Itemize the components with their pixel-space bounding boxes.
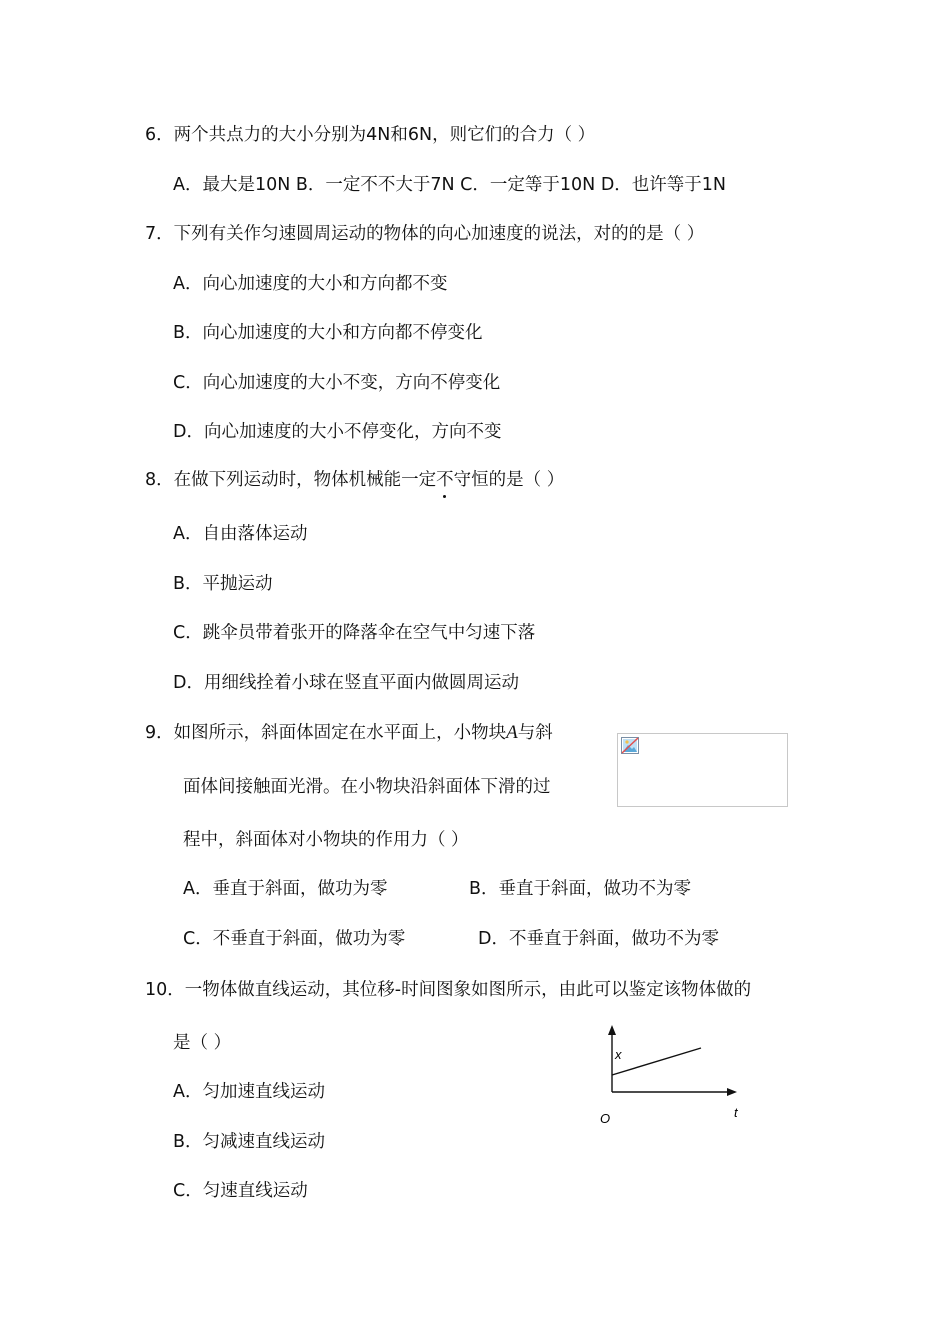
q9-stem-line-2: 面体间接触面光滑。在小物块沿斜面体下滑的过 xyxy=(183,777,551,797)
q8-option-c: C．跳伞员带着张开的降落伞在空气中匀速下落 xyxy=(173,623,536,643)
q10-option-a: A．匀加速直线运动 xyxy=(173,1082,325,1102)
broken-image-icon xyxy=(621,737,639,754)
q8-option-a: A．自由落体运动 xyxy=(173,524,308,544)
q9-option-a: A．垂直于斜面，做功为零 xyxy=(183,879,388,899)
q7-stem: 7．下列有关作匀速圆周运动的物体的向心加速度的说法，对的的是（ ） xyxy=(145,224,705,244)
q8-stem xyxy=(145,468,564,492)
q9-stem-text: 9．如图所示，斜面体固定在水平面上，小物块 xyxy=(145,723,507,743)
incline-figure-placeholder xyxy=(617,733,788,807)
origin-label: O xyxy=(600,1111,611,1126)
q8-stem-text: 8．在做下列运动时，物体机械能一定 xyxy=(145,470,437,490)
x-axis-label: t xyxy=(734,1105,738,1120)
graph-line xyxy=(612,1048,701,1075)
x-axis-arrow xyxy=(727,1088,737,1096)
q9-stem-tail: 与斜 xyxy=(517,723,553,743)
q10-option-c: C．匀速直线运动 xyxy=(173,1181,308,1201)
q9-option-c: C．不垂直于斜面，做功为零 xyxy=(183,929,406,949)
q8-stem-tail: 守恒的是（ ） xyxy=(453,470,565,490)
y-axis-label: x xyxy=(615,1047,622,1062)
q9-option-b: B．垂直于斜面，做功不为零 xyxy=(469,879,692,899)
q8-emphasis-word: 不 xyxy=(436,470,454,490)
q7-option-b: B．向心加速度的大小和方向都不停变化 xyxy=(173,323,483,343)
q8-option-b: B．平抛运动 xyxy=(173,574,273,594)
q9-variable-a: A xyxy=(506,722,518,743)
q6-options: A．最大是10N B．一定不不大于7N C．一定等于10N D．也许等于1N xyxy=(173,175,727,195)
y-axis-arrow xyxy=(608,1025,616,1035)
q9-option-d: D．不垂直于斜面，做功不为零 xyxy=(478,929,719,949)
q10-stem-line-2: 是（ ） xyxy=(173,1033,232,1053)
q10-stem-line-1: 10．一物体做直线运动，其位移-时间图象如图所示，由此可以鉴定该物体做的 xyxy=(145,980,752,1000)
position-time-graph xyxy=(590,1022,760,1132)
q8-option-d: D．用细线拴着小球在竖直平面内做圆周运动 xyxy=(173,673,519,693)
q7-option-d: D．向心加速度的大小不停变化，方向不变 xyxy=(173,422,502,442)
q9-stem-line-3: 程中，斜面体对小物块的作用力（ ） xyxy=(183,830,469,850)
q7-option-a: A．向心加速度的大小和方向都不变 xyxy=(173,274,448,294)
q10-option-b: B．匀减速直线运动 xyxy=(173,1132,326,1152)
q6-stem: 6．两个共点力的大小分别为4N和6N，则它们的合力（ ） xyxy=(145,125,596,145)
q9-stem-line-1 xyxy=(145,721,553,745)
q7-option-c: C．向心加速度的大小不变，方向不停变化 xyxy=(173,373,501,393)
